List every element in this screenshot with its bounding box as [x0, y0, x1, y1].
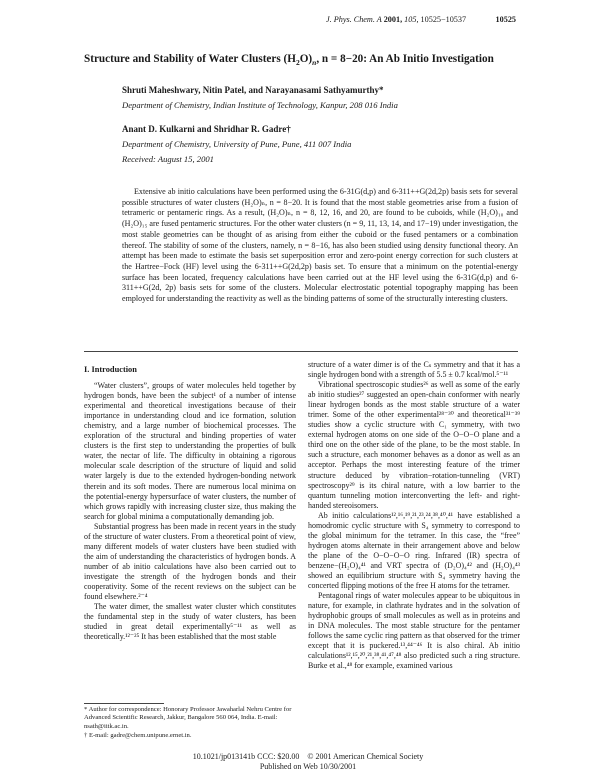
author-list-1: Shruti Maheshwary, Nitin Patel, and Narayanasami Sathyamurthy*: [122, 85, 384, 95]
left-column: [84, 360, 296, 642]
received-date: Received: August 15, 2001: [122, 154, 214, 164]
footnote-divider: [84, 703, 164, 704]
page-footer: [0, 752, 600, 771]
paragraph: Ab initio calculations¹²,¹⁶,¹⁹,²¹,²³,²⁴,³⁸,⁴⁰,⁴¹ have established a homodromic cyclic structure with S₄ symmetry to correspond to the global minimum for the tetramer. In this case, the “free” hydrogen atoms alternate in their arrangement above and below the plane of the O−O−O−O ring. Infrared (IR) spectra of benzene−(H₂O)₄⁴¹ and VRT spectra of (D₂O)₄⁴² and (H₂O)₄⁴³ showed an equilibrium structure with S₄ symmetry having the concerted flipping motions of the free H atoms for the tetramer.: [308, 510, 520, 591]
paragraph: “Water clusters”, groups of water molecules held together by hydrogen bonds, have been the subject¹ of a number of intense experimental and theoretical investigations because of their importance in understanding cloud and ice formation, solution chemistry, and a large number of biochemical processes. The exploration of the structural and binding properties of water clusters is the first step to understanding the properties of bulk water, the nectar of life. The difficulty in obtaining a rigorous molecular scale description of the structure of liquid and solid water largely is due to the extended hydrogen-bonding network therein and its soft modes. There are numerous local minima on the potential-energy hypersurface of water clusters, the number of which grows rapidly with increasing cluster size, thus making the search for global minima a computationally demanding job.: [84, 381, 296, 521]
author-list-2: Anant D. Kulkarni and Shridhar R. Gadre†: [122, 124, 291, 134]
section-heading: I. Introduction: [84, 365, 137, 374]
paragraph: Substantial progress has been made in recent years in the study of the structure of water clusters. From a theoretical point of view, many different models of water clusters have been studied with the aim of understanding the characteristics of hydrogen bonds. A number of ab initio calculations have also been carried out to investigate the strength of the hydrogen bonds and their cooperativity. Some of the recent reviews on the subject can be found elsewhere.²⁻⁴: [84, 521, 296, 602]
abstract-text: Extensive ab initio calculations have been performed using the 6-31G(d,p) and 6-311++G(2d,2p) basis sets for several possible structures of water clusters (H₂O)ₙ, n = 8−20. It is found that the most stable geometries arise from a fusion of tetrameric or pentameric rings. As a result, (H₂O)ₙ, n = 8, 12, 16, and 20, are found to be cuboids, while (H₂O)₁₀ and (H₂O)₁₅ are fused pentameric structures. For the other water clusters (n = 9, 11, 13, 14, and 17−19) under investigation, the most stable geometries can be thought of as arising from either the cuboid or the fused pentamers or a combination thereof. The stability of some of the clusters, namely, n = 8−16, has also been studied using density functional theory. An attempt has been made to estimate the basis set superposition error and zero-point energy correction for such clusters at the Hartree−Fock (HF) level using the 6-311++G(2d,2p) basis set. To ensure that a minimum on the potential-energy surface has been located, frequency calculations have been carried out at the HF level using the 6-31G(d,p) and 6-311++G(2d, 2p) basis sets for some of the clusters. Molecular electrostatic potential topography mapping has been employed for understanding the reactivity as well as the binding patterns of some of the structurally interesting clusters.: [122, 187, 518, 304]
doi-copyright: 10.1021/jp013141b CCC: $20.00 © 2001 American Chemical Society: [192, 752, 424, 761]
footnote-correspondence: * Author for correspondence: Honorary Professor Jawaharlal Nehru Centre for Advanced Scientific Research, Jakkur, Bangalore 560 064, India. E-mail: nsath@iitk.ac.in.: [84, 706, 292, 730]
page-number: 10525: [495, 15, 516, 24]
right-column: [308, 360, 520, 671]
footnote-email: † E-mail: gadre@chem.unipune.ernet.in.: [84, 732, 192, 739]
abstract: [122, 187, 518, 305]
paragraph: structure of a water dimer is of the Cₛ symmetry and that it has a single hydrogen bond with a strength of 5.5 ± 0.7 kcal/mol.⁵⁻¹¹: [308, 360, 520, 380]
paragraph: Pentagonal rings of water molecules appear to be ubiquitous in nature, for example, in clathrate hydrates and in the solvation of hydrophobic groups of small molecules as well as in proteins and in DNA molecules. The most stable structure for the pentamer follows the same cyclic ring pattern as that observed for the trimer except that it is puckered.¹³,⁴⁴⁻⁴⁶ It is also chiral. Ab initio calculations¹²,¹⁵,²⁰,²¹,³⁸,⁴¹,⁴⁷,⁴⁸ also predicted such a ring structure. Burke et al.,⁴⁸ for example, examined various: [308, 591, 520, 671]
affiliation-1: Department of Chemistry, Indian Institute of Technology, Kanpur, 208 016 India: [122, 100, 398, 110]
affiliation-2: Department of Chemistry, University of Pune, Pune, 411 007 India: [122, 139, 352, 149]
running-header: [0, 15, 600, 29]
abstract-divider: [84, 351, 518, 352]
article-title: Structure and Stability of Water Clusters $(H_2O)_n$, n = 8−20: An Ab Initio Investigation: [84, 53, 494, 68]
journal-citation: J. Phys. Chem. A 2001, 105, 10525−10537: [326, 15, 467, 24]
paragraph: Vibrational spectroscopic studies²⁶ as well as some of the early ab initio studies²⁷ suggested an open-chain conformer with nearly linear hydrogen bonds as the most stable structure of a water trimer. Some of the other experimental²⁸⁻³⁰ and theoretical³¹⁻³⁹ studies show a cyclic structure with C₁ symmetry, with two external hydrogen atoms on one side of the O−O−O plane and a third one on the other side of the plane, to be the most stable. In such a structure, each monomer behaves as a donor as well as an acceptor. Perhaps the most interesting feature of the trimer structure deduced by vibration−rotation-tunneling (VRT) spectroscopy²⁹ is its chiral nature, with a low barrier to the quantum tunneling motion interconverting the left- and right-handed stereoisomers.: [308, 380, 520, 510]
publication-date: Published on Web 10/30/2001: [259, 761, 357, 771]
paragraph: The water dimer, the smallest water cluster which constitutes the fundamental step in the study of water clusters, has been studied in great detail experimentally⁵⁻¹¹ as well as theoretically.¹²⁻²⁵ It has been established that the most stable: [84, 602, 296, 642]
